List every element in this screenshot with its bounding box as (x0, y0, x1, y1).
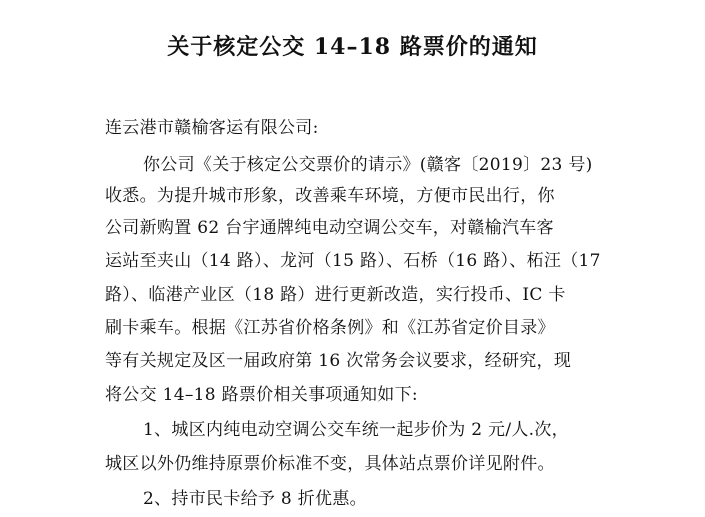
body-line-1: 你公司《关于核定公交票价的请示》(赣客〔2019〕23 号) (143, 155, 593, 175)
body-line-3: 公司新购置 62 台宇通牌纯电动空调公交车，对赣榆汽车客 (105, 218, 554, 238)
body-line-6: 刷卡乘车。根据《江苏省价格条例》和《江苏省定价目录》 (105, 318, 555, 338)
body-line-9: 1、城区内纯电动空调公交车统一起步价为 2 元/人.次， (143, 420, 569, 440)
body-line-11: 2、持市民卡给予 8 折优惠。 (143, 489, 367, 509)
body-line-7: 等有关规定及区一届政府第 16 次常务会议要求，经研究，现 (105, 351, 572, 371)
body-line-10: 城区以外仍维持原票价标准不变，具体站点票价详见附件。 (105, 454, 555, 474)
body-line-4: 运站至夹山（14 路）、龙河（15 路）、石桥（16 路）、柘汪（17 (105, 251, 601, 271)
body-line-5: 路）、临港产业区（18 路）进行更新改造，实行投币、IC 卡 (105, 285, 566, 305)
body-line-2: 收悉。为提升城市形象，改善乘车环境，方便市民出行，你 (105, 186, 555, 206)
salutation: 连云港市赣榆客运有限公司: (105, 118, 319, 138)
document-title: 关于核定公交 14–18 路票价的通知 (167, 34, 538, 60)
body-line-8: 将公交 14–18 路票价相关事项通知如下: (105, 385, 418, 405)
